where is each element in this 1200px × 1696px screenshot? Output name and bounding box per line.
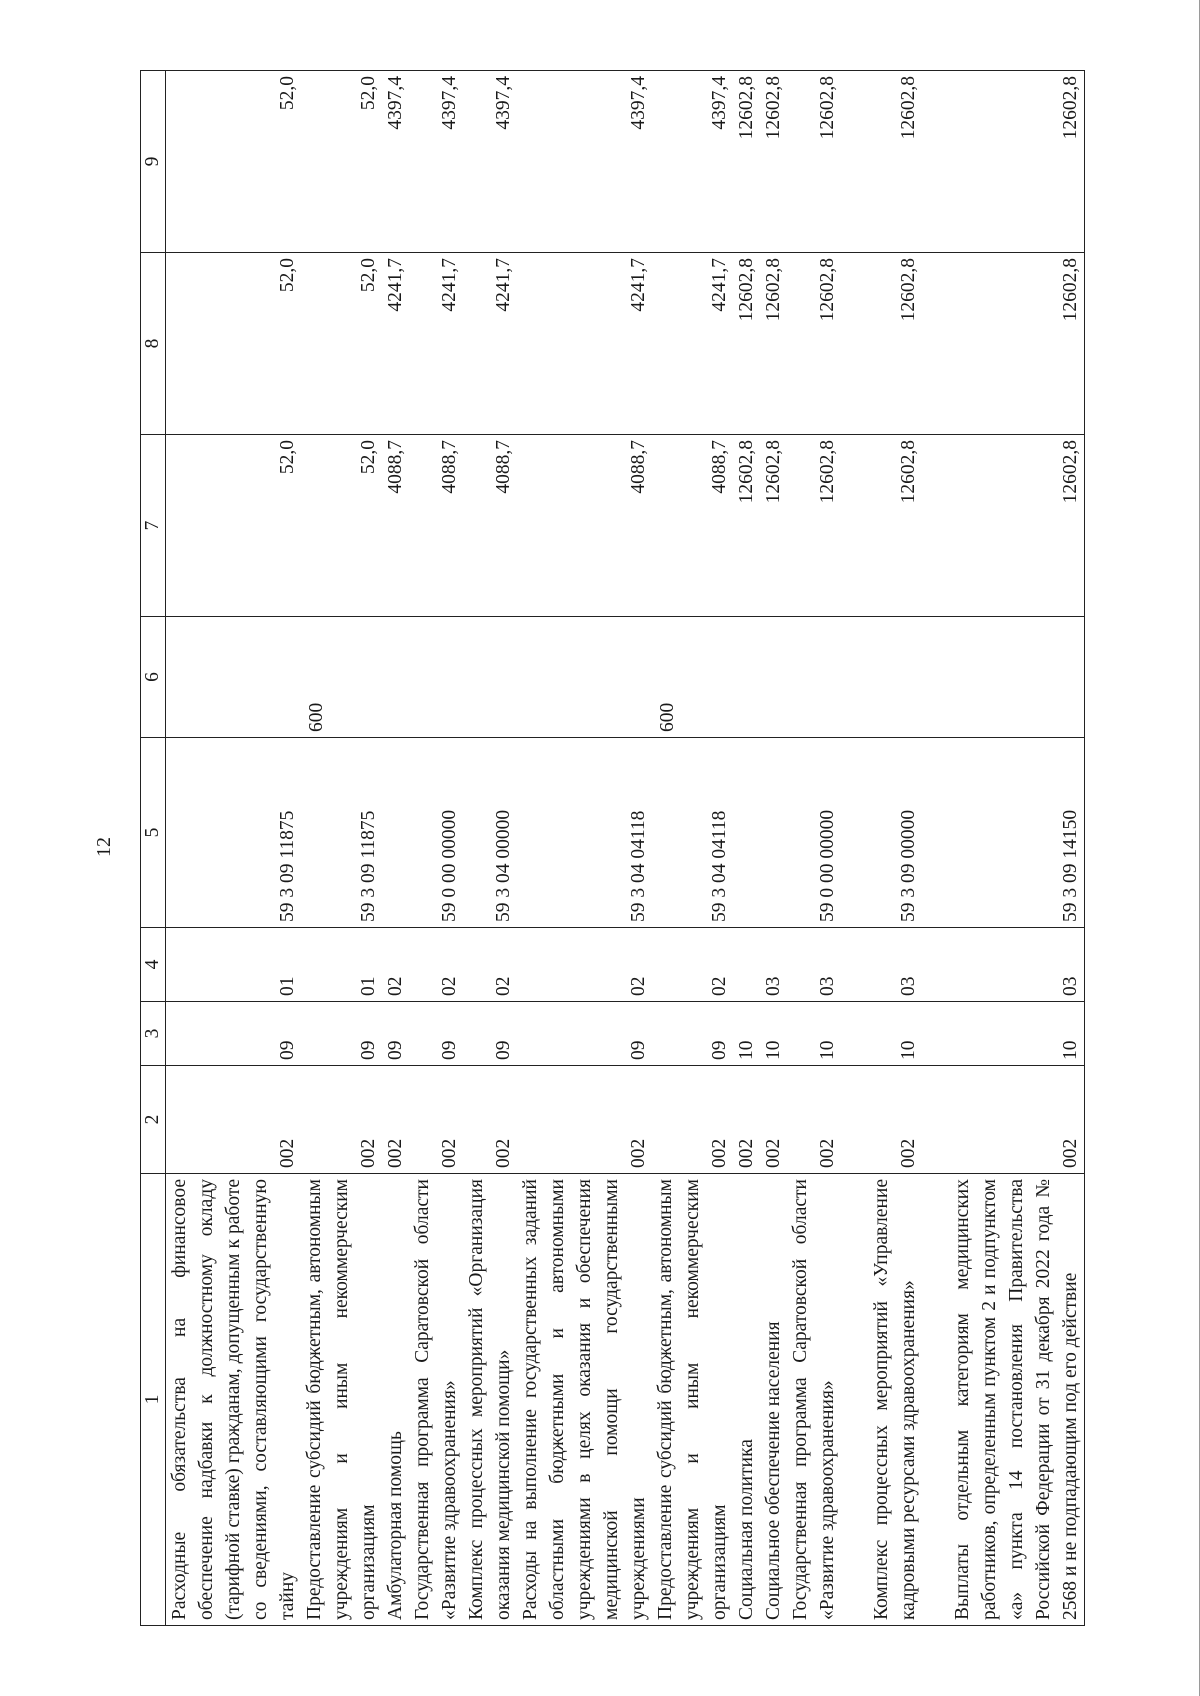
target-article-code: 59 3 04 04118 (517, 738, 652, 928)
expense-type-code (166, 617, 302, 738)
target-article-code: 59 3 04 00000 (463, 738, 517, 928)
amount-year-2: 12602,8 (760, 253, 787, 435)
table-row (517, 71, 652, 1626)
row-name: Социальная политика (733, 1174, 760, 1626)
amount-year-3: 52,0 (301, 71, 382, 253)
row-name: Расходные обязательства на финансовое обеспечение надбавки к должностному окладу (тарифной ставке) гражданам, допущенным к работе со сведениями, составляющими государственную тайну (166, 1174, 302, 1626)
amount-year-1: 12602,8 (760, 435, 787, 617)
target-article-code: 59 3 09 11875 (166, 738, 302, 928)
row-name: Государственная программа Саратовской области «Развитие здравоохранения» (787, 1174, 841, 1626)
table-row (166, 71, 302, 1626)
subsection-code: 02 (517, 928, 652, 1002)
ministry-code: 002 (301, 1066, 382, 1174)
rotated-table-container (140, 71, 1080, 1626)
ministry-code: 002 (733, 1066, 760, 1174)
amount-year-1: 12602,8 (733, 435, 760, 617)
subsection-code: 03 (787, 928, 841, 1002)
subsection-code: 02 (382, 928, 409, 1002)
table-row (463, 71, 517, 1626)
row-name: Предоставление субсидий бюджетным, автономным учреждениям и иным некоммерческим организациям (652, 1174, 733, 1626)
amount-year-1: 52,0 (166, 435, 302, 617)
expense-type-code (463, 617, 517, 738)
section-code: 09 (301, 1002, 382, 1066)
ministry-code: 002 (517, 1066, 652, 1174)
amount-year-3: 12602,8 (922, 71, 1084, 253)
column-header: 5 (141, 738, 166, 928)
ministry-code: 002 (652, 1066, 733, 1174)
section-code: 09 (409, 1002, 463, 1066)
amount-year-3: 12602,8 (787, 71, 841, 253)
subsection-code: 02 (652, 928, 733, 1002)
ministry-code: 002 (760, 1066, 787, 1174)
table-row (922, 71, 1084, 1626)
expense-type-code (382, 617, 409, 738)
page-number: 12 (93, 837, 115, 857)
table-row (841, 71, 922, 1626)
amount-year-2: 12602,8 (841, 253, 922, 435)
section-code: 10 (733, 1002, 760, 1066)
amount-year-2: 4241,7 (652, 253, 733, 435)
column-header: 3 (141, 1002, 166, 1066)
amount-year-2: 52,0 (166, 253, 302, 435)
row-name: Комплекс процессных мероприятий «Организация оказания медицинской помощи» (463, 1174, 517, 1626)
column-header: 6 (141, 617, 166, 738)
amount-year-2: 12602,8 (922, 253, 1084, 435)
section-code: 09 (463, 1002, 517, 1066)
expense-type-code (787, 617, 841, 738)
amount-year-3: 52,0 (166, 71, 302, 253)
section-code: 09 (166, 1002, 302, 1066)
table-row (760, 71, 787, 1626)
table-row (409, 71, 463, 1626)
section-code: 10 (760, 1002, 787, 1066)
section-code: 09 (517, 1002, 652, 1066)
ministry-code: 002 (841, 1066, 922, 1174)
subsection-code (733, 928, 760, 1002)
row-name: Выплаты отдельным категориям медицинских работников, определенным пунктом 2 и подпунктом «а» пункта 14 постановления Правительства Российской Федерации от 31 декабря 2022 года № 2568 и не подпадающим под его действие (922, 1174, 1084, 1626)
amount-year-1: 4088,7 (409, 435, 463, 617)
column-header: 1 (141, 1174, 166, 1626)
expense-type-code (409, 617, 463, 738)
expense-type-code (517, 617, 652, 738)
expense-type-code: 600 (652, 617, 733, 738)
target-article-code (382, 738, 409, 928)
table-row (733, 71, 760, 1626)
section-code: 09 (382, 1002, 409, 1066)
expense-type-code (841, 617, 922, 738)
amount-year-2: 4241,7 (409, 253, 463, 435)
ministry-code: 002 (166, 1066, 302, 1174)
amount-year-2: 4241,7 (517, 253, 652, 435)
amount-year-1: 12602,8 (787, 435, 841, 617)
target-article-code: 59 0 00 00000 (409, 738, 463, 928)
amount-year-1: 12602,8 (841, 435, 922, 617)
column-header: 4 (141, 928, 166, 1002)
subsection-code: 02 (463, 928, 517, 1002)
target-article-code (760, 738, 787, 928)
amount-year-2: 12602,8 (787, 253, 841, 435)
amount-year-3: 4397,4 (517, 71, 652, 253)
column-header: 8 (141, 253, 166, 435)
amount-year-2: 12602,8 (733, 253, 760, 435)
amount-year-3: 12602,8 (841, 71, 922, 253)
amount-year-3: 4397,4 (409, 71, 463, 253)
section-code: 10 (787, 1002, 841, 1066)
amount-year-1: 12602,8 (922, 435, 1084, 617)
target-article-code: 59 3 04 04118 (652, 738, 733, 928)
amount-year-1: 4088,7 (463, 435, 517, 617)
table-row (652, 71, 733, 1626)
ministry-code: 002 (922, 1066, 1084, 1174)
target-article-code (733, 738, 760, 928)
ministry-code: 002 (409, 1066, 463, 1174)
ministry-code: 002 (787, 1066, 841, 1174)
row-name: Предоставление субсидий бюджетным, автономным учреждениям и иным некоммерческим организациям (301, 1174, 382, 1626)
subsection-code: 01 (301, 928, 382, 1002)
target-article-code: 59 0 00 00000 (787, 738, 841, 928)
amount-year-1: 4088,7 (382, 435, 409, 617)
amount-year-1: 4088,7 (517, 435, 652, 617)
amount-year-3: 12602,8 (760, 71, 787, 253)
subsection-code: 02 (409, 928, 463, 1002)
target-article-code: 59 3 09 14150 (922, 738, 1084, 928)
amount-year-3: 4397,4 (382, 71, 409, 253)
row-name: Комплекс процессных мероприятий «Управление кадровыми ресурсами здравоохранения» (841, 1174, 922, 1626)
table-row (787, 71, 841, 1626)
table-row (382, 71, 409, 1626)
row-name: Социальное обеспечение населения (760, 1174, 787, 1626)
expense-type-code: 600 (301, 617, 382, 738)
column-header: 7 (141, 435, 166, 617)
amount-year-1: 4088,7 (652, 435, 733, 617)
expense-type-code (922, 617, 1084, 738)
subsection-code: 03 (922, 928, 1084, 1002)
row-name: Амбулаторная помощь (382, 1174, 409, 1626)
ministry-code: 002 (463, 1066, 517, 1174)
target-article-code: 59 3 09 00000 (841, 738, 922, 928)
header-row (141, 71, 166, 1626)
column-header: 9 (141, 71, 166, 253)
subsection-code: 03 (841, 928, 922, 1002)
amount-year-2: 4241,7 (382, 253, 409, 435)
amount-year-1: 52,0 (301, 435, 382, 617)
subsection-code: 01 (166, 928, 302, 1002)
amount-year-2: 52,0 (301, 253, 382, 435)
amount-year-3: 4397,4 (652, 71, 733, 253)
section-code: 09 (652, 1002, 733, 1066)
section-code: 10 (922, 1002, 1084, 1066)
amount-year-3: 12602,8 (733, 71, 760, 253)
row-name: Расходы на выполнение государственных заданий областными бюджетными и автономными учреждениями в целях оказания и обеспечения медицинской помощи государственными учреждениями (517, 1174, 652, 1626)
target-article-code: 59 3 09 11875 (301, 738, 382, 928)
column-header: 2 (141, 1066, 166, 1174)
amount-year-3: 4397,4 (463, 71, 517, 253)
amount-year-2: 4241,7 (463, 253, 517, 435)
subsection-code: 03 (760, 928, 787, 1002)
expense-type-code (733, 617, 760, 738)
budget-table (140, 70, 1085, 1626)
row-name: Государственная программа Саратовской области «Развитие здравоохранения» (409, 1174, 463, 1626)
table-row (301, 71, 382, 1626)
ministry-code: 002 (382, 1066, 409, 1174)
section-code: 10 (841, 1002, 922, 1066)
expense-type-code (760, 617, 787, 738)
